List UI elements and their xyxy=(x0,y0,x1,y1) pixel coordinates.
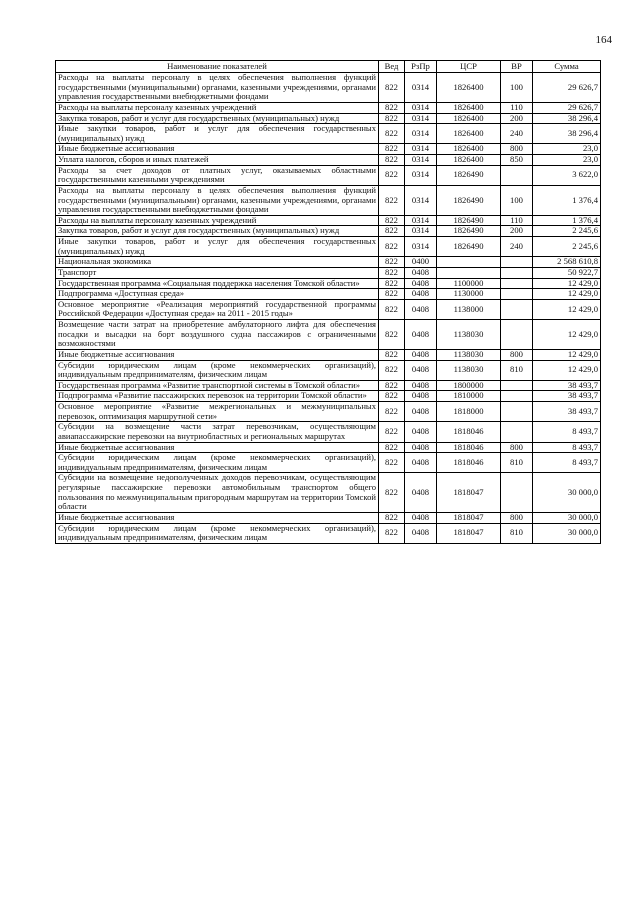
cell-csr: 1826490 xyxy=(437,215,501,226)
table-row xyxy=(56,237,601,257)
cell-csr: 1100000 xyxy=(437,278,501,289)
cell-vr: 100 xyxy=(501,185,533,215)
cell-ved: 822 xyxy=(379,124,405,144)
cell-csr: 1800000 xyxy=(437,380,501,391)
cell-rzpr: 0314 xyxy=(405,185,437,215)
cell-rzpr: 0314 xyxy=(405,155,437,166)
cell-sum: 1 376,4 xyxy=(533,215,601,226)
table-row xyxy=(56,391,601,402)
table-row xyxy=(56,442,601,453)
cell-sum: 3 622,0 xyxy=(533,165,601,185)
cell-rzpr: 0408 xyxy=(405,380,437,391)
cell-vr xyxy=(501,278,533,289)
cell-rzpr: 0400 xyxy=(405,257,437,268)
cell-ved: 822 xyxy=(379,165,405,185)
cell-ved: 822 xyxy=(379,144,405,155)
table-row xyxy=(56,299,601,319)
page-number: 164 xyxy=(595,34,612,46)
cell-ved: 822 xyxy=(379,453,405,473)
table-row xyxy=(56,278,601,289)
header-name: Наименование показателей xyxy=(56,61,379,73)
cell-name: Расходы за счет доходов от платных услуг, оказываемых областными государственными казенными учреждениями xyxy=(56,165,379,185)
table-row xyxy=(56,226,601,237)
cell-vr xyxy=(501,257,533,268)
table-row xyxy=(56,267,601,278)
cell-name: Основное мероприятие «Развитие межрегиональных и межмуниципальных перевозок, оптимизация маршрутной сети» xyxy=(56,402,379,422)
table-row xyxy=(56,349,601,360)
table-row xyxy=(56,155,601,166)
cell-vr xyxy=(501,380,533,391)
table-row xyxy=(56,73,601,103)
cell-sum: 29 626,7 xyxy=(533,73,601,103)
cell-csr: 1826400 xyxy=(437,124,501,144)
cell-sum: 8 493,7 xyxy=(533,422,601,442)
cell-vr xyxy=(501,402,533,422)
cell-name: Подпрограмма «Доступная среда» xyxy=(56,289,379,300)
cell-csr: 1826490 xyxy=(437,237,501,257)
cell-csr: 1810000 xyxy=(437,391,501,402)
cell-vr xyxy=(501,422,533,442)
table-row xyxy=(56,360,601,380)
cell-name: Основное мероприятие «Реализация мероприятий государственной программы Российской Федерации «Доступная среда» на 2011 - 2015 годы» xyxy=(56,299,379,319)
cell-rzpr: 0314 xyxy=(405,73,437,103)
cell-rzpr: 0408 xyxy=(405,360,437,380)
cell-ved: 822 xyxy=(379,155,405,166)
cell-rzpr: 0314 xyxy=(405,113,437,124)
cell-name: Иные закупки товаров, работ и услуг для обеспечения государственных (муниципальных) нужд xyxy=(56,124,379,144)
table-row xyxy=(56,422,601,442)
cell-sum: 12 429,0 xyxy=(533,289,601,300)
cell-ved: 822 xyxy=(379,422,405,442)
cell-ved: 822 xyxy=(379,226,405,237)
table-header-row xyxy=(56,61,601,73)
cell-csr: 1826400 xyxy=(437,102,501,113)
cell-ved: 822 xyxy=(379,473,405,513)
cell-sum: 8 493,7 xyxy=(533,453,601,473)
header-sum: Сумма xyxy=(533,61,601,73)
table-row xyxy=(56,124,601,144)
cell-rzpr: 0408 xyxy=(405,512,437,523)
cell-csr: 1818047 xyxy=(437,523,501,543)
cell-csr: 1138030 xyxy=(437,320,501,350)
cell-name: Государственная программа «Развитие транспортной системы в Томской области» xyxy=(56,380,379,391)
cell-csr: 1826490 xyxy=(437,185,501,215)
cell-ved: 822 xyxy=(379,402,405,422)
cell-sum: 50 922,7 xyxy=(533,267,601,278)
table-row xyxy=(56,473,601,513)
cell-csr: 1826400 xyxy=(437,155,501,166)
cell-sum: 12 429,0 xyxy=(533,320,601,350)
header-rzpr: РзПр xyxy=(405,61,437,73)
cell-ved: 822 xyxy=(379,391,405,402)
cell-vr: 100 xyxy=(501,73,533,103)
cell-csr: 1138000 xyxy=(437,299,501,319)
header-ved: Вед xyxy=(379,61,405,73)
cell-ved: 822 xyxy=(379,215,405,226)
cell-vr: 240 xyxy=(501,124,533,144)
cell-csr xyxy=(437,257,501,268)
cell-ved: 822 xyxy=(379,442,405,453)
cell-vr: 110 xyxy=(501,215,533,226)
cell-vr xyxy=(501,473,533,513)
cell-csr: 1818046 xyxy=(437,442,501,453)
cell-ved: 822 xyxy=(379,349,405,360)
cell-csr: 1138030 xyxy=(437,349,501,360)
cell-ved: 822 xyxy=(379,267,405,278)
cell-vr: 800 xyxy=(501,442,533,453)
cell-sum: 30 000,0 xyxy=(533,512,601,523)
cell-ved: 822 xyxy=(379,360,405,380)
cell-vr xyxy=(501,299,533,319)
header-csr: ЦСР xyxy=(437,61,501,73)
table-row xyxy=(56,144,601,155)
cell-rzpr: 0314 xyxy=(405,124,437,144)
table-row xyxy=(56,402,601,422)
cell-name: Иные закупки товаров, работ и услуг для обеспечения государственных (муниципальных) нужд xyxy=(56,237,379,257)
cell-sum: 23,0 xyxy=(533,155,601,166)
cell-sum: 38 493,7 xyxy=(533,380,601,391)
cell-name: Иные бюджетные ассигнования xyxy=(56,349,379,360)
cell-vr: 810 xyxy=(501,453,533,473)
cell-vr xyxy=(501,267,533,278)
cell-rzpr: 0408 xyxy=(405,278,437,289)
cell-vr: 810 xyxy=(501,360,533,380)
cell-name: Расходы на выплаты персоналу казенных учреждений xyxy=(56,215,379,226)
cell-name: Закупка товаров, работ и услуг для государственных (муниципальных) нужд xyxy=(56,113,379,124)
cell-sum: 38 296,4 xyxy=(533,113,601,124)
cell-csr: 1818046 xyxy=(437,453,501,473)
cell-csr: 1818000 xyxy=(437,402,501,422)
table-row xyxy=(56,289,601,300)
table-row xyxy=(56,113,601,124)
cell-sum: 38 296,4 xyxy=(533,124,601,144)
table-row xyxy=(56,523,601,543)
cell-name: Субсидии на возмещение недополученных доходов перевозчикам, осуществляющим регулярные пассажирские перевозки автомобильным транспортом общего пользования по межмуниципальным пригородным маршрутам на территории Томской области xyxy=(56,473,379,513)
cell-name: Иные бюджетные ассигнования xyxy=(56,442,379,453)
table-body xyxy=(56,73,601,544)
cell-name: Закупка товаров, работ и услуг для государственных (муниципальных) нужд xyxy=(56,226,379,237)
cell-rzpr: 0408 xyxy=(405,267,437,278)
cell-name: Национальная экономика xyxy=(56,257,379,268)
cell-csr: 1826490 xyxy=(437,165,501,185)
cell-ved: 822 xyxy=(379,237,405,257)
cell-rzpr: 0408 xyxy=(405,299,437,319)
cell-vr xyxy=(501,165,533,185)
cell-sum: 23,0 xyxy=(533,144,601,155)
cell-name: Субсидии юридическим лицам (кроме некоммерческих организаций), индивидуальным предпринимателям, физическим лицам xyxy=(56,523,379,543)
cell-vr: 200 xyxy=(501,226,533,237)
cell-rzpr: 0314 xyxy=(405,144,437,155)
cell-vr xyxy=(501,391,533,402)
cell-ved: 822 xyxy=(379,73,405,103)
cell-ved: 822 xyxy=(379,278,405,289)
cell-csr: 1826400 xyxy=(437,144,501,155)
cell-sum: 29 626,7 xyxy=(533,102,601,113)
cell-ved: 822 xyxy=(379,185,405,215)
cell-name: Расходы на выплаты персоналу казенных учреждений xyxy=(56,102,379,113)
cell-csr: 1826400 xyxy=(437,113,501,124)
cell-vr: 800 xyxy=(501,349,533,360)
cell-rzpr: 0408 xyxy=(405,453,437,473)
cell-rzpr: 0408 xyxy=(405,442,437,453)
cell-csr: 1818046 xyxy=(437,422,501,442)
cell-ved: 822 xyxy=(379,113,405,124)
cell-sum: 30 000,0 xyxy=(533,473,601,513)
cell-ved: 822 xyxy=(379,257,405,268)
cell-rzpr: 0408 xyxy=(405,349,437,360)
cell-rzpr: 0314 xyxy=(405,226,437,237)
cell-name: Подпрограмма «Развитие пассажирских перевозок на территории Томской области» xyxy=(56,391,379,402)
cell-sum: 2 568 610,8 xyxy=(533,257,601,268)
cell-rzpr: 0408 xyxy=(405,320,437,350)
cell-name: Транспорт xyxy=(56,267,379,278)
cell-vr: 810 xyxy=(501,523,533,543)
cell-rzpr: 0408 xyxy=(405,289,437,300)
cell-name: Иные бюджетные ассигнования xyxy=(56,144,379,155)
budget-table xyxy=(55,60,601,544)
cell-csr: 1818047 xyxy=(437,512,501,523)
cell-sum: 12 429,0 xyxy=(533,299,601,319)
table-row xyxy=(56,257,601,268)
cell-rzpr: 0314 xyxy=(405,165,437,185)
cell-sum: 12 429,0 xyxy=(533,360,601,380)
cell-name: Субсидии на возмещение части затрат перевозчикам, осуществляющим авиапассажирские перевозки на внутриобластных и региональных маршрутах xyxy=(56,422,379,442)
cell-ved: 822 xyxy=(379,102,405,113)
cell-sum: 38 493,7 xyxy=(533,391,601,402)
cell-sum: 1 376,4 xyxy=(533,185,601,215)
cell-name: Уплата налогов, сборов и иных платежей xyxy=(56,155,379,166)
cell-name: Расходы на выплаты персоналу в целях обеспечения выполнения функций государственными (муниципальными) органами, казенными учреждениями, органами управления государственными внебюджетными фондами xyxy=(56,73,379,103)
cell-name: Иные бюджетные ассигнования xyxy=(56,512,379,523)
cell-name: Расходы на выплаты персоналу в целях обеспечения выполнения функций государственными (муниципальными) органами, казенными учреждениями, органами управления государственными внебюджетными фондами xyxy=(56,185,379,215)
table-row xyxy=(56,215,601,226)
cell-vr: 110 xyxy=(501,102,533,113)
cell-vr: 800 xyxy=(501,512,533,523)
cell-sum: 8 493,7 xyxy=(533,442,601,453)
table-row xyxy=(56,165,601,185)
cell-csr: 1826400 xyxy=(437,73,501,103)
cell-csr: 1818047 xyxy=(437,473,501,513)
cell-vr xyxy=(501,289,533,300)
cell-name: Субсидии юридическим лицам (кроме некоммерческих организаций), индивидуальным предпринимателям, физическим лицам xyxy=(56,453,379,473)
table-row xyxy=(56,453,601,473)
cell-sum: 2 245,6 xyxy=(533,237,601,257)
cell-name: Возмещение части затрат на приобретение амбулаторного лифта для обеспечения посадки и высадки на борт воздушного судна пассажиров с ограниченными возможностями xyxy=(56,320,379,350)
cell-name: Субсидии юридическим лицам (кроме некоммерческих организаций), индивидуальным предпринимателям, физическим лицам xyxy=(56,360,379,380)
cell-rzpr: 0408 xyxy=(405,402,437,422)
cell-rzpr: 0314 xyxy=(405,237,437,257)
table-row xyxy=(56,185,601,215)
cell-sum: 38 493,7 xyxy=(533,402,601,422)
table-row xyxy=(56,512,601,523)
cell-ved: 822 xyxy=(379,289,405,300)
cell-csr: 1130000 xyxy=(437,289,501,300)
cell-vr: 800 xyxy=(501,144,533,155)
cell-vr: 240 xyxy=(501,237,533,257)
table-row xyxy=(56,102,601,113)
cell-ved: 822 xyxy=(379,512,405,523)
cell-vr: 200 xyxy=(501,113,533,124)
cell-vr: 850 xyxy=(501,155,533,166)
cell-rzpr: 0408 xyxy=(405,523,437,543)
cell-rzpr: 0314 xyxy=(405,215,437,226)
table-row xyxy=(56,320,601,350)
cell-sum: 30 000,0 xyxy=(533,523,601,543)
cell-ved: 822 xyxy=(379,320,405,350)
table-row xyxy=(56,380,601,391)
cell-rzpr: 0408 xyxy=(405,473,437,513)
cell-rzpr: 0408 xyxy=(405,391,437,402)
cell-csr: 1138030 xyxy=(437,360,501,380)
cell-vr xyxy=(501,320,533,350)
cell-ved: 822 xyxy=(379,380,405,391)
cell-sum: 2 245,6 xyxy=(533,226,601,237)
cell-ved: 822 xyxy=(379,523,405,543)
cell-ved: 822 xyxy=(379,299,405,319)
cell-sum: 12 429,0 xyxy=(533,278,601,289)
cell-sum: 12 429,0 xyxy=(533,349,601,360)
cell-csr xyxy=(437,267,501,278)
header-vr: ВР xyxy=(501,61,533,73)
cell-rzpr: 0314 xyxy=(405,102,437,113)
cell-rzpr: 0408 xyxy=(405,422,437,442)
cell-csr: 1826490 xyxy=(437,226,501,237)
cell-name: Государственная программа «Социальная поддержка населения Томской области» xyxy=(56,278,379,289)
